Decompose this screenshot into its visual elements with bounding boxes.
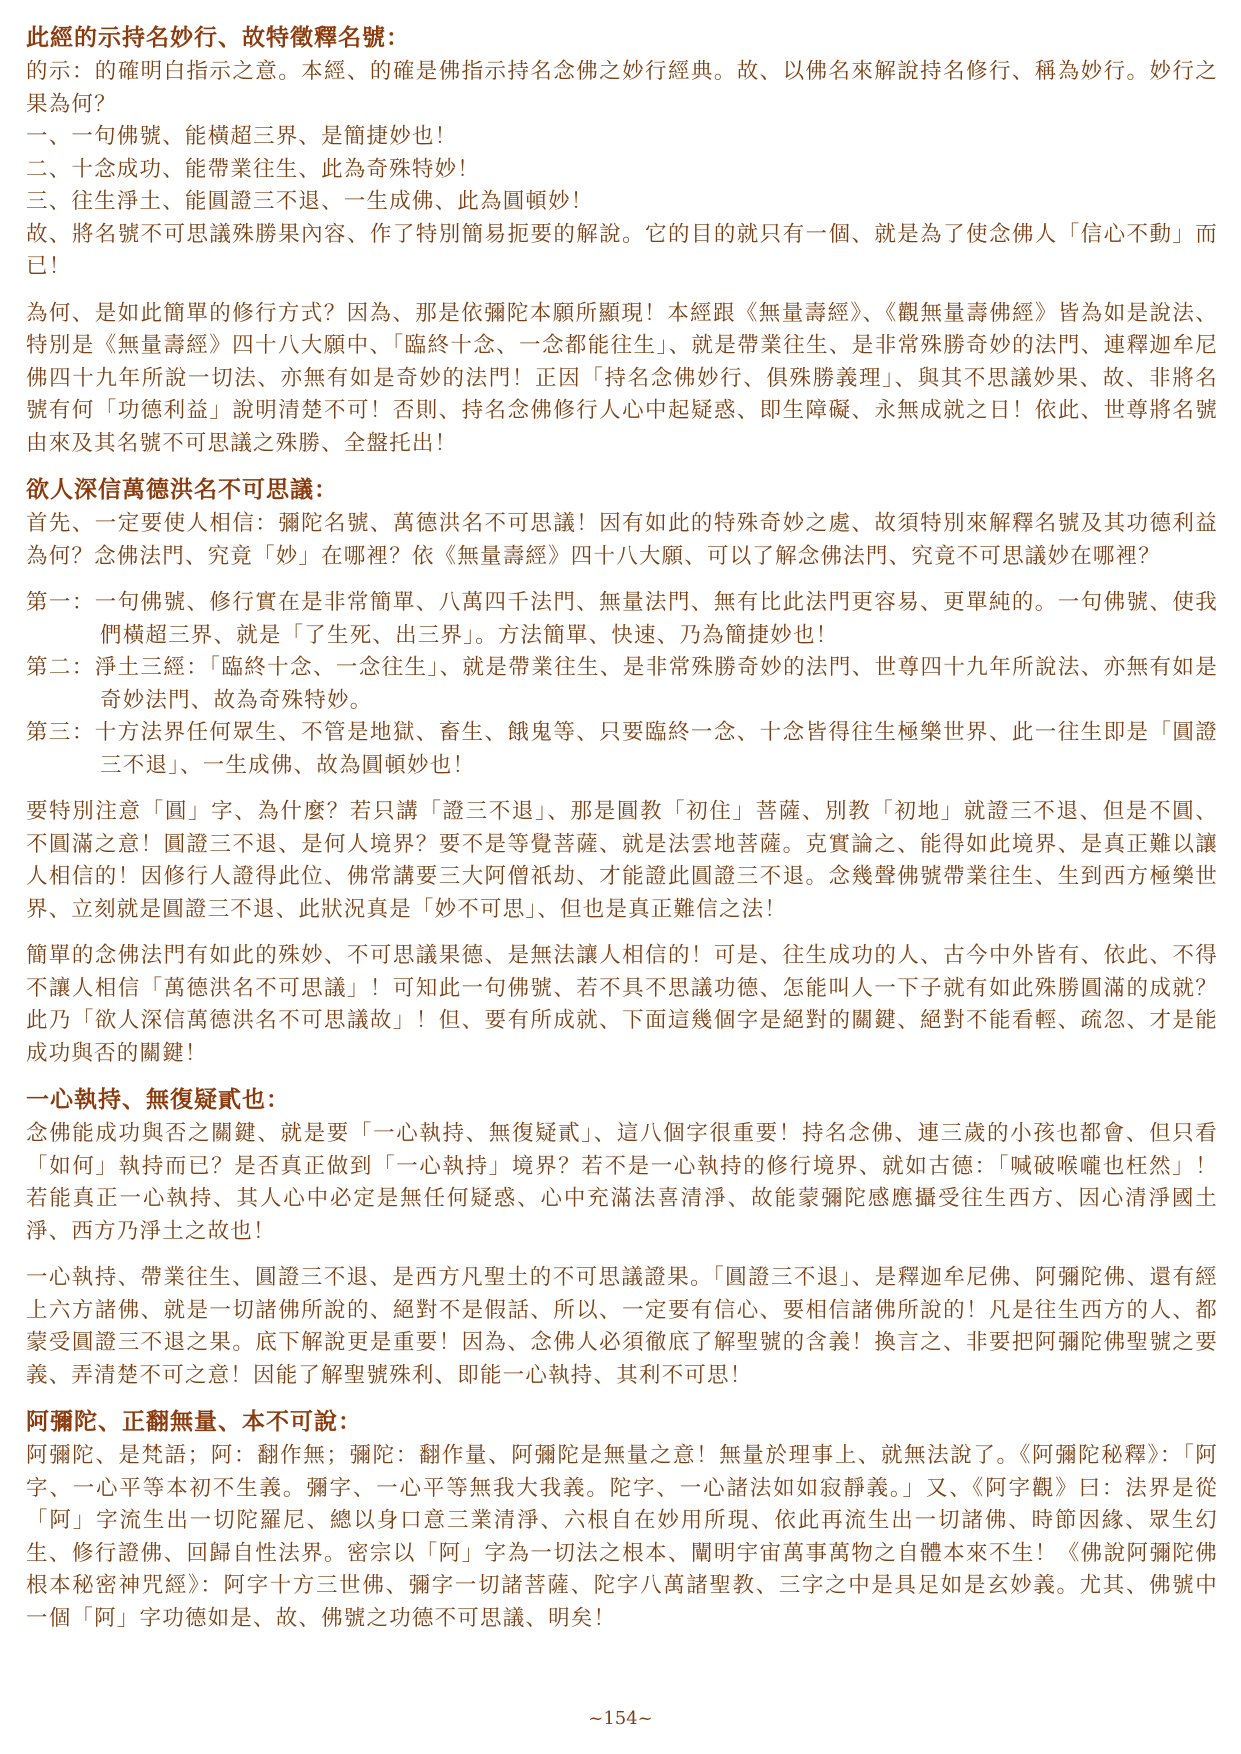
section-3: [26, 1084, 1218, 1392]
paragraph: 首先、一定要使人相信：彌陀名號、萬德洪名不可思議！因有如此的特殊奇妙之處、故須特別來解釋名號及其功德利益為何？念佛法門、究竟「妙」在哪裡？依《無量壽經》四十八大願、可以了解念佛法門、究竟不可思議妙在哪裡？: [26, 511, 1218, 569]
paragraph: 要特別注意「圓」字、為什麼？若只講「證三不退」、那是圓教「初住」菩薩、別教「初地」就證三不退、但是不圓、不圓滿之意！圓證三不退、是何人境界？要不是等覺菩薩、就是法雲地菩薩。克實論之、能得如此境界、是真正難以讓人相信的！因修行人證得此位、佛常講要三大阿僧祇劫、才能證此圓證三不退。念幾聲佛號帶業往生、生到西方極樂世界、立刻就是圓證三不退、此狀況真是「妙不可思」、但也是真正難信之法！: [26, 799, 1218, 922]
section-2: [26, 474, 1218, 1070]
section-1: [26, 22, 1218, 460]
list-item: 第二：淨土三經：「臨終十念、一念往生」、就是帶業往生、是非常殊勝奇妙的法門、世尊四十九年所說法、亦無有如是奇妙法門、故為奇殊特妙。: [26, 655, 1218, 713]
paragraph: 簡單的念佛法門有如此的殊妙、不可思議果德、是無法讓人相信的！可是、往生成功的人、古今中外皆有、依此、不得不讓人相信「萬德洪名不可思議」！可知此一句佛號、若不具不思議功德、怎能叫人一下子就有如此殊勝圓滿的成就？此乃「欲人深信萬德洪名不可思議故」！但、要有所成就、下面這幾個字是絕對的關鍵、絕對不能看輕、疏忽、才是能成功與否的關鍵！: [26, 943, 1218, 1066]
section-heading: 欲人深信萬德洪名不可思議：: [26, 477, 338, 503]
paragraph: 念佛能成功與否之關鍵、就是要「一心執持、無復疑貳」、這八個字很重要！持名念佛、連三歲的小孩也都會、但只看「如何」執持而已？是否真正做到「一心執持」境界？若不是一心執持的修行境界、就如古德：「喊破喉嚨也枉然」！若能真正一心執持、其人心中必定是無任何疑惑、心中充滿法喜清淨、故能蒙彌陀感應攝受往生西方、因心清淨國土淨、西方乃淨土之故也！: [26, 1121, 1218, 1244]
section-heading: 此經的示持名妙行、故特徵釋名號：: [26, 25, 410, 51]
paragraph: 故、將名號不可思議殊勝果內容、作了特別簡易扼要的解說。它的目的就只有一個、就是為了使念佛人「信心不動」而已！: [26, 221, 1218, 279]
list-line: 一、一句佛號、能橫超三界、是簡捷妙也！: [26, 124, 458, 149]
paragraph: 的示：的確明白指示之意。本經、的確是佛指示持名念佛之妙行經典。故、以佛名來解說持名修行、稱為妙行。妙行之果為何？: [26, 59, 1218, 117]
page-number: ~154~: [588, 1708, 653, 1729]
section-4: [26, 1406, 1218, 1635]
numbered-list: [26, 587, 1218, 782]
list-line: 三、往生淨土、能圓證三不退、一生成佛、此為圓頓妙！: [26, 189, 594, 214]
list-line: 二、十念成功、能帶業往生、此為奇殊特妙！: [26, 156, 481, 182]
paragraph: 為何、是如此簡單的修行方式？因為、那是依彌陀本願所顯現！本經跟《無量壽經》、《觀無量壽佛經》皆為如是說法、特別是《無量壽經》四十八大願中、「臨終十念、一念都能往生」、就是帶業往生、是非常殊勝奇妙的法門、連釋迦牟尼佛四十九年所說一切法、亦無有如是奇妙的法門！正因「持名念佛妙行、俱殊勝義理」、與其不思議妙果、故、非將名號有何「功德利益」說明清楚不可！否則、持名念佛修行人心中起疑惑、即生障礙、永無成就之日！依此、世尊將名號由來及其名號不可思議之殊勝、全盤托出！: [26, 300, 1218, 456]
paragraph: 阿彌陀、是梵語；阿：翻作無；彌陀：翻作量、阿彌陀是無量之意！無量於理事上、就無法說了。《阿彌陀秘釋》：「阿字、一心平等本初不生義。彌字、一心平等無我大我義。陀字、一心諸法如如寂靜義。」又、《阿字觀》曰：法界是從「阿」字流生出一切陀羅尼、總以身口意三業清淨、六根自在妙用所現、依此再流生出一切諸佛、時節因緣、眾生幻生、修行證佛、回歸自性法界。密宗以「阿」字為一切法之根本、闡明宇宙萬事萬物之自體本來不生！《佛說阿彌陀佛根本秘密神咒經》：阿字十方三世佛、彌字一切諸菩薩、陀字八萬諸聖教、三字之中是具足如是玄妙義。尤其、佛號中一個「阿」字功德如是、故、佛號之功德不可思議、明矣！: [26, 1443, 1218, 1631]
section-heading: 阿彌陀、正翻無量、本不可說：: [26, 1409, 362, 1435]
list-item: 第一：一句佛號、修行實在是非常簡單、八萬四千法門、無量法門、無有比此法門更容易、更單純的。一句佛號、使我們橫超三界、就是「了生死、出三界」。方法簡單、快速、乃為簡捷妙也！: [26, 590, 1218, 648]
section-heading: 一心執持、無復疑貳也：: [26, 1087, 290, 1113]
list-item: 第三：十方法界任何眾生、不管是地獄、畜生、餓鬼等、只要臨終一念、十念皆得往生極樂世界、此一往生即是「圓證三不退」、一生成佛、故為圓頓妙也！: [26, 720, 1218, 778]
document-page: [26, 22, 1218, 1641]
paragraph: 一心執持、帶業往生、圓證三不退、是西方凡聖土的不可思議證果。「圓證三不退」、是釋迦牟尼佛、阿彌陀佛、還有經上六方諸佛、就是一切諸佛所說的、絕對不是假話、所以、一定要有信心、要相信諸佛所說的！凡是往生西方的人、都蒙受圓證三不退之果。底下解說更是重要！因為、念佛人必須徹底了解聖號的含義！換言之、非要把阿彌陀佛聖號之要義、弄清楚不可之意！因能了解聖號殊利、即能一心執持、其利不可思！: [26, 1265, 1218, 1388]
